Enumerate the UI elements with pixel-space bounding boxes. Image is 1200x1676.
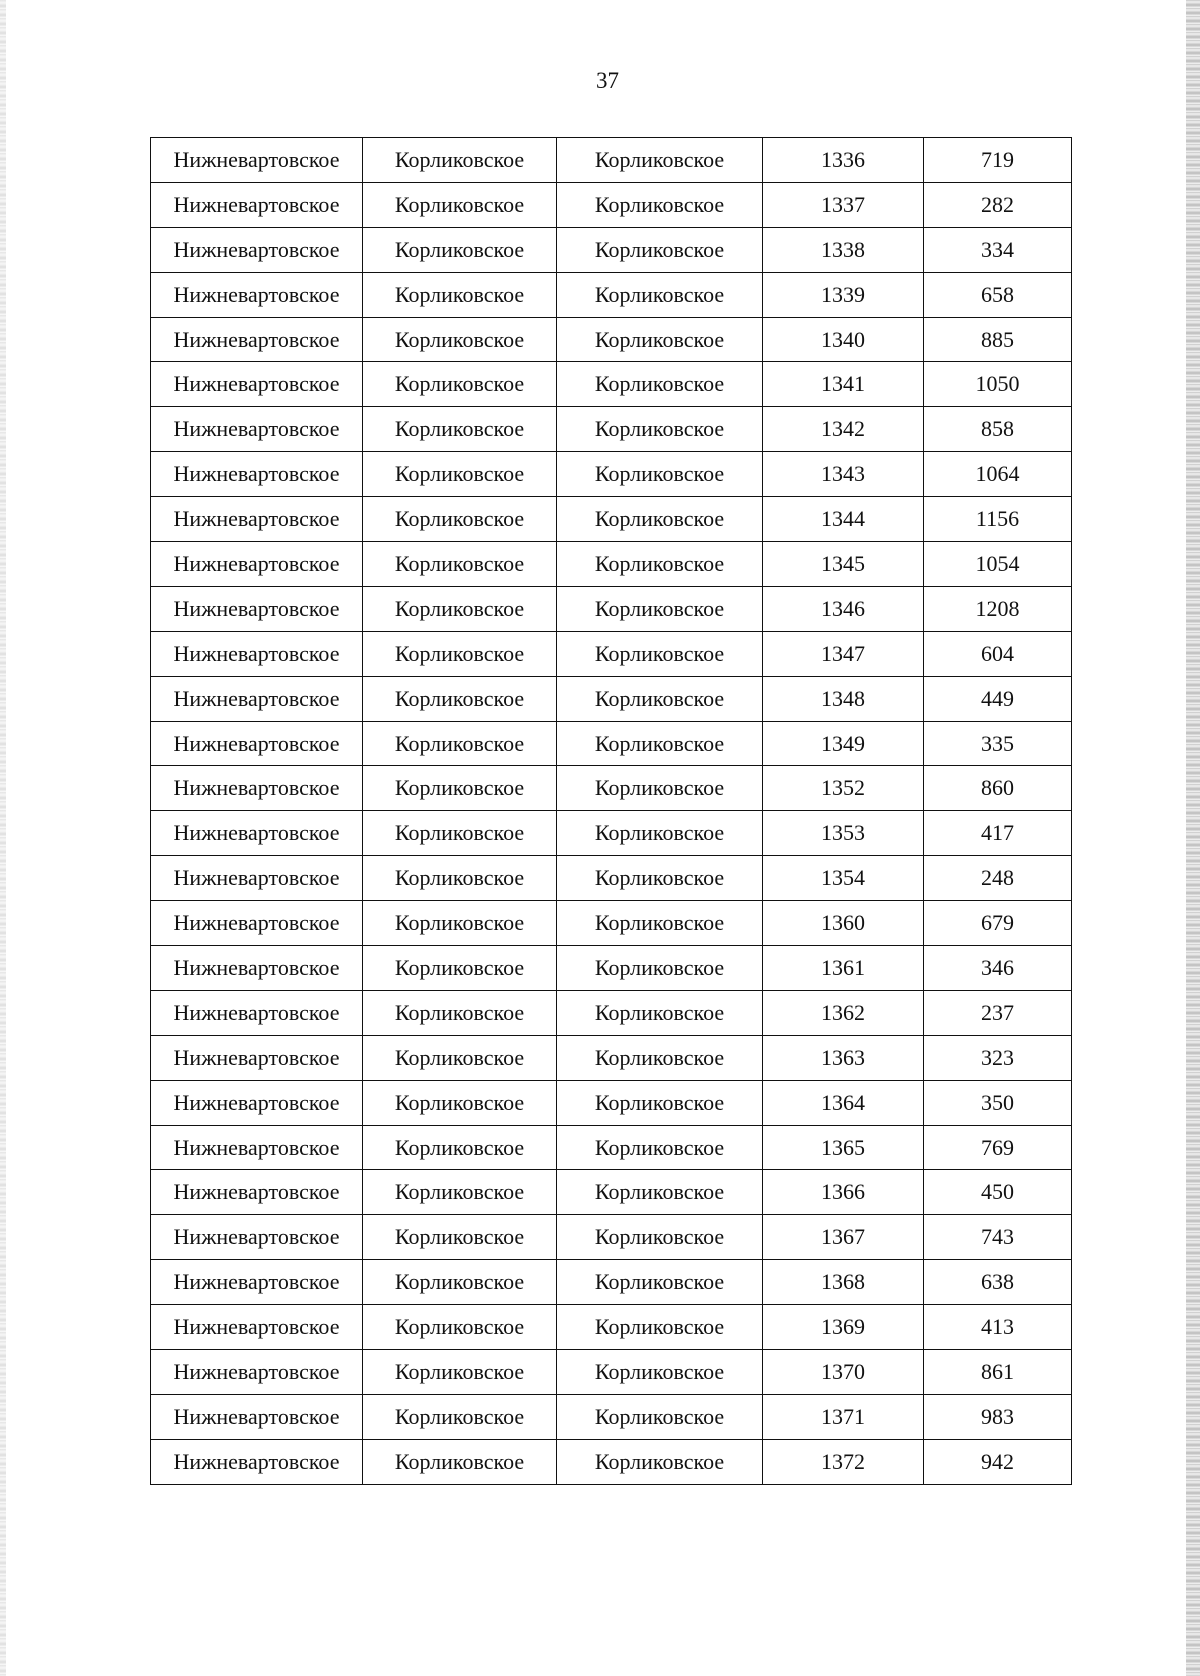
code-cell: 1338 [763, 227, 924, 272]
value-cell: 942 [924, 1439, 1072, 1484]
locality-cell: Корликовское [557, 721, 763, 766]
district-cell: Нижневартовское [151, 676, 363, 721]
settlement-cell: Корликовское [363, 497, 557, 542]
district-cell: Нижневартовское [151, 1439, 363, 1484]
locality-cell: Корликовское [557, 766, 763, 811]
table-row [151, 1215, 1072, 1260]
settlement-cell: Корликовское [363, 721, 557, 766]
value-cell: 1208 [924, 586, 1072, 631]
value-cell: 1050 [924, 362, 1072, 407]
locality-cell: Корликовское [557, 1170, 763, 1215]
value-cell: 248 [924, 856, 1072, 901]
settlement-cell: Корликовское [363, 1439, 557, 1484]
value-cell: 604 [924, 631, 1072, 676]
locality-cell: Корликовское [557, 407, 763, 452]
value-cell: 861 [924, 1350, 1072, 1395]
settlement-cell: Корликовское [363, 1080, 557, 1125]
code-cell: 1370 [763, 1350, 924, 1395]
value-cell: 323 [924, 1035, 1072, 1080]
value-cell: 1156 [924, 497, 1072, 542]
code-cell: 1337 [763, 182, 924, 227]
table-row [151, 497, 1072, 542]
settlement-cell: Корликовское [363, 811, 557, 856]
locality-cell: Корликовское [557, 542, 763, 587]
table-row [151, 676, 1072, 721]
locality-cell: Корликовское [557, 227, 763, 272]
table-row [151, 946, 1072, 991]
table-row [151, 407, 1072, 452]
locality-cell: Корликовское [557, 1080, 763, 1125]
code-cell: 1366 [763, 1170, 924, 1215]
table-row [151, 1439, 1072, 1484]
settlement-cell: Корликовское [363, 452, 557, 497]
locality-cell: Корликовское [557, 1439, 763, 1484]
settlement-cell: Корликовское [363, 138, 557, 183]
locality-cell: Корликовское [557, 856, 763, 901]
settlement-cell: Корликовское [363, 631, 557, 676]
table-row [151, 721, 1072, 766]
locality-cell: Корликовское [557, 1305, 763, 1350]
scan-edge-left [0, 0, 6, 1676]
settlement-cell: Корликовское [363, 766, 557, 811]
district-cell: Нижневартовское [151, 856, 363, 901]
code-cell: 1361 [763, 946, 924, 991]
settlement-cell: Корликовское [363, 676, 557, 721]
district-cell: Нижневартовское [151, 631, 363, 676]
locality-cell: Корликовское [557, 138, 763, 183]
value-cell: 860 [924, 766, 1072, 811]
value-cell: 417 [924, 811, 1072, 856]
table-row [151, 317, 1072, 362]
district-cell: Нижневартовское [151, 586, 363, 631]
table-row [151, 1080, 1072, 1125]
district-cell: Нижневартовское [151, 542, 363, 587]
table-row [151, 1125, 1072, 1170]
value-cell: 282 [924, 182, 1072, 227]
district-cell: Нижневартовское [151, 362, 363, 407]
locality-cell: Корликовское [557, 586, 763, 631]
district-cell: Нижневартовское [151, 1305, 363, 1350]
code-cell: 1340 [763, 317, 924, 362]
district-cell: Нижневартовское [151, 990, 363, 1035]
table-row [151, 182, 1072, 227]
locality-cell: Корликовское [557, 1394, 763, 1439]
district-cell: Нижневартовское [151, 182, 363, 227]
code-cell: 1343 [763, 452, 924, 497]
code-cell: 1362 [763, 990, 924, 1035]
code-cell: 1352 [763, 766, 924, 811]
settlement-cell: Корликовское [363, 317, 557, 362]
value-cell: 335 [924, 721, 1072, 766]
district-cell: Нижневартовское [151, 407, 363, 452]
locality-cell: Корликовское [557, 1215, 763, 1260]
settlement-cell: Корликовское [363, 1125, 557, 1170]
district-cell: Нижневартовское [151, 227, 363, 272]
value-cell: 679 [924, 901, 1072, 946]
district-cell: Нижневартовское [151, 1035, 363, 1080]
value-cell: 743 [924, 1215, 1072, 1260]
district-cell: Нижневартовское [151, 1350, 363, 1395]
code-cell: 1353 [763, 811, 924, 856]
value-cell: 719 [924, 138, 1072, 183]
table-row [151, 138, 1072, 183]
code-cell: 1372 [763, 1439, 924, 1484]
locality-cell: Корликовское [557, 1125, 763, 1170]
code-cell: 1360 [763, 901, 924, 946]
code-cell: 1354 [763, 856, 924, 901]
table-row [151, 1035, 1072, 1080]
page-number: 37 [596, 68, 619, 93]
locality-cell: Корликовское [557, 676, 763, 721]
value-cell: 450 [924, 1170, 1072, 1215]
value-cell: 658 [924, 272, 1072, 317]
table-row [151, 362, 1072, 407]
table-row [151, 272, 1072, 317]
scan-edge-right [1186, 0, 1200, 1676]
locality-cell: Корликовское [557, 497, 763, 542]
table-row [151, 631, 1072, 676]
table-row [151, 766, 1072, 811]
district-cell: Нижневартовское [151, 811, 363, 856]
code-cell: 1345 [763, 542, 924, 587]
code-cell: 1363 [763, 1035, 924, 1080]
district-cell: Нижневартовское [151, 1125, 363, 1170]
code-cell: 1342 [763, 407, 924, 452]
district-cell: Нижневартовское [151, 946, 363, 991]
locality-cell: Корликовское [557, 811, 763, 856]
district-cell: Нижневартовское [151, 497, 363, 542]
code-cell: 1339 [763, 272, 924, 317]
settlement-cell: Корликовское [363, 586, 557, 631]
district-cell: Нижневартовское [151, 1394, 363, 1439]
locality-cell: Корликовское [557, 1260, 763, 1305]
value-cell: 1054 [924, 542, 1072, 587]
locality-cell: Корликовское [557, 182, 763, 227]
settlement-cell: Корликовское [363, 856, 557, 901]
value-cell: 350 [924, 1080, 1072, 1125]
settlement-cell: Корликовское [363, 272, 557, 317]
district-cell: Нижневартовское [151, 272, 363, 317]
table-row [151, 990, 1072, 1035]
settlement-cell: Корликовское [363, 901, 557, 946]
settlement-cell: Корликовское [363, 1305, 557, 1350]
district-cell: Нижневартовское [151, 766, 363, 811]
table-row [151, 811, 1072, 856]
code-cell: 1369 [763, 1305, 924, 1350]
locality-cell: Корликовское [557, 362, 763, 407]
locality-cell: Корликовское [557, 452, 763, 497]
table-row [151, 1170, 1072, 1215]
value-cell: 237 [924, 990, 1072, 1035]
locality-cell: Корликовское [557, 317, 763, 362]
settlement-cell: Корликовское [363, 1215, 557, 1260]
settlement-cell: Корликовское [363, 1035, 557, 1080]
table-row [151, 1260, 1072, 1305]
table-row [151, 452, 1072, 497]
district-cell: Нижневартовское [151, 1215, 363, 1260]
value-cell: 413 [924, 1305, 1072, 1350]
settlement-cell: Корликовское [363, 362, 557, 407]
settlement-cell: Корликовское [363, 1394, 557, 1439]
district-cell: Нижневартовское [151, 317, 363, 362]
settlement-cell: Корликовское [363, 542, 557, 587]
data-table [150, 137, 1072, 1485]
value-cell: 346 [924, 946, 1072, 991]
code-cell: 1364 [763, 1080, 924, 1125]
locality-cell: Корликовское [557, 901, 763, 946]
settlement-cell: Корликовское [363, 946, 557, 991]
code-cell: 1368 [763, 1260, 924, 1305]
table-row [151, 1350, 1072, 1395]
table-row [151, 227, 1072, 272]
settlement-cell: Корликовское [363, 1170, 557, 1215]
code-cell: 1344 [763, 497, 924, 542]
value-cell: 334 [924, 227, 1072, 272]
code-cell: 1341 [763, 362, 924, 407]
value-cell: 638 [924, 1260, 1072, 1305]
settlement-cell: Корликовское [363, 1260, 557, 1305]
district-cell: Нижневартовское [151, 1080, 363, 1125]
value-cell: 858 [924, 407, 1072, 452]
district-cell: Нижневартовское [151, 721, 363, 766]
table-row [151, 1394, 1072, 1439]
value-cell: 769 [924, 1125, 1072, 1170]
table-row [151, 542, 1072, 587]
value-cell: 1064 [924, 452, 1072, 497]
code-cell: 1371 [763, 1394, 924, 1439]
locality-cell: Корликовское [557, 946, 763, 991]
settlement-cell: Корликовское [363, 227, 557, 272]
value-cell: 983 [924, 1394, 1072, 1439]
code-cell: 1348 [763, 676, 924, 721]
locality-cell: Корликовское [557, 1350, 763, 1395]
locality-cell: Корликовское [557, 272, 763, 317]
table-body [151, 138, 1072, 1485]
table-row [151, 901, 1072, 946]
district-cell: Нижневартовское [151, 138, 363, 183]
locality-cell: Корликовское [557, 1035, 763, 1080]
district-cell: Нижневартовское [151, 452, 363, 497]
district-cell: Нижневартовское [151, 1260, 363, 1305]
code-cell: 1346 [763, 586, 924, 631]
code-cell: 1365 [763, 1125, 924, 1170]
district-cell: Нижневартовское [151, 901, 363, 946]
settlement-cell: Корликовское [363, 990, 557, 1035]
locality-cell: Корликовское [557, 631, 763, 676]
table-row [151, 586, 1072, 631]
district-cell: Нижневартовское [151, 1170, 363, 1215]
settlement-cell: Корликовское [363, 182, 557, 227]
locality-cell: Корликовское [557, 990, 763, 1035]
settlement-cell: Корликовское [363, 1350, 557, 1395]
table-row [151, 856, 1072, 901]
settlement-cell: Корликовское [363, 407, 557, 452]
value-cell: 449 [924, 676, 1072, 721]
code-cell: 1347 [763, 631, 924, 676]
code-cell: 1336 [763, 138, 924, 183]
code-cell: 1367 [763, 1215, 924, 1260]
code-cell: 1349 [763, 721, 924, 766]
value-cell: 885 [924, 317, 1072, 362]
table-row [151, 1305, 1072, 1350]
